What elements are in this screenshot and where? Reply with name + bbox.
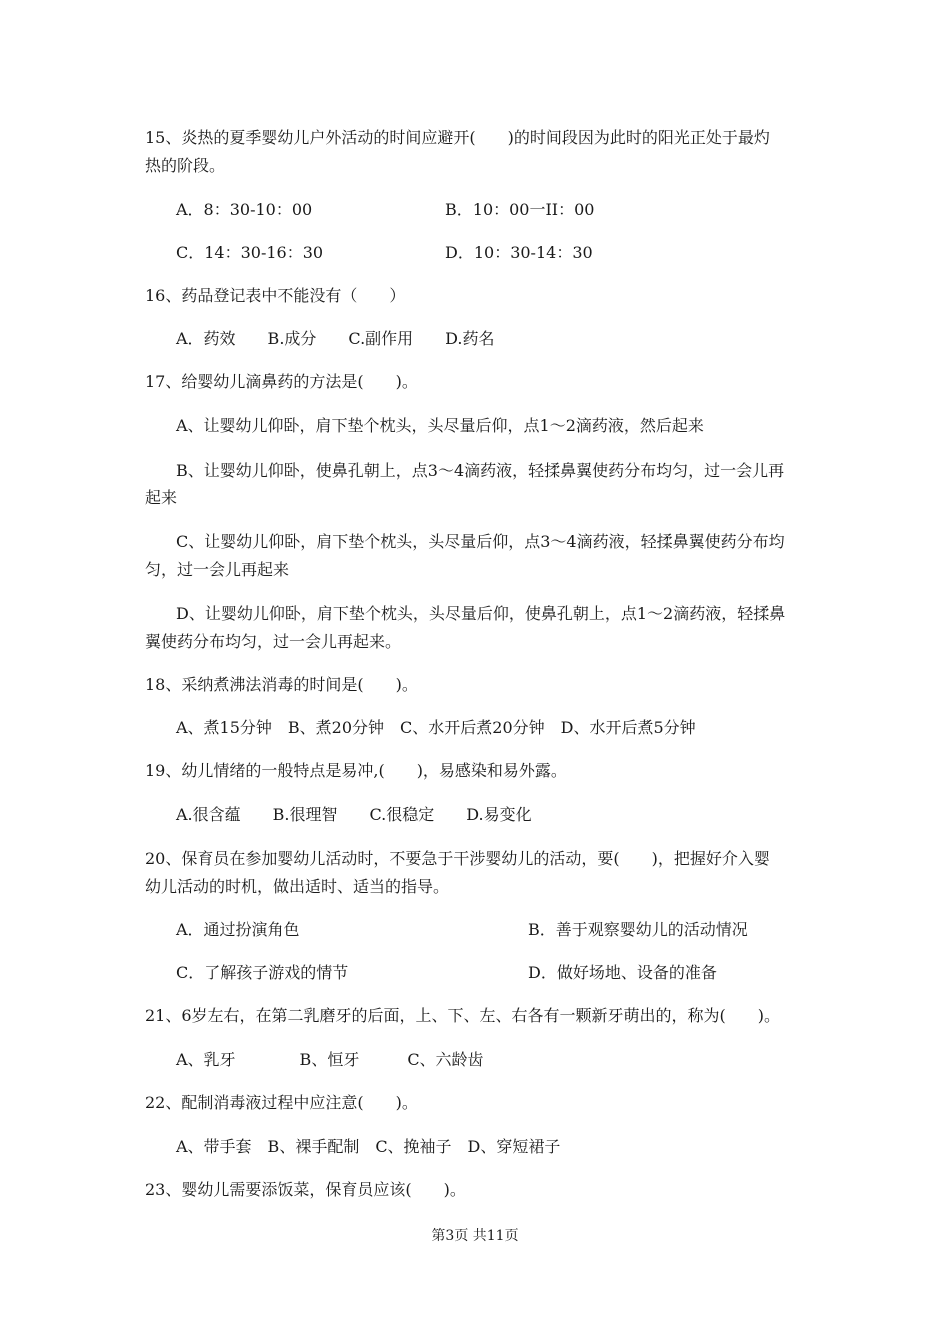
question-18-options: A、煮15分钟 B、煮20分钟 C、水开后煮20分钟 D、水开后煮5分钟 <box>176 718 696 737</box>
question-22-stem: 22、配制消毒液过程中应注意( )。 <box>145 1093 418 1112</box>
question-17-stem: 17、给婴幼儿滴鼻药的方法是( )。 <box>145 372 418 391</box>
question-15-option-d: D．10：30-14：30 <box>445 243 593 262</box>
question-15-option-c: C．14：30-16：30 <box>176 243 324 262</box>
question-20-option-a: A．通过扮演角色 <box>176 920 300 939</box>
question-19-options: A.很含蕴 B.很理智 C.很稳定 D.易变化 <box>176 805 532 824</box>
question-20-option-c: C．了解孩子游戏的情节 <box>176 963 349 982</box>
question-21-options: A、乳牙 B、恒牙 C、六龄齿 <box>176 1050 484 1069</box>
question-17-option-b-line-1: B、让婴幼儿仰卧，使鼻孔朝上，点3～4滴药液，轻揉鼻翼使药分布均匀，过一会儿再 <box>176 461 785 480</box>
question-20-stem-line-1: 20、保育员在参加婴幼儿活动时，不要急于干涉婴幼儿的活动，要( )，把握好介入婴 <box>145 849 770 868</box>
question-22-options: A、带手套 B、裸手配制 C、挽袖子 D、穿短裙子 <box>176 1137 561 1156</box>
question-23-stem: 23、婴幼儿需要添饭菜，保育员应该( )。 <box>145 1180 466 1199</box>
question-16-options: A．药效 B.成分 C.副作用 D.药名 <box>176 329 495 348</box>
question-20-option-b: B．善于观察婴幼儿的活动情况 <box>528 920 748 939</box>
question-17-option-c-line-2: 匀，过一会儿再起来 <box>145 560 290 579</box>
question-17-option-d-line-1: D、让婴幼儿仰卧，肩下垫个枕头，头尽量后仰，使鼻孔朝上，点1～2滴药液，轻揉鼻 <box>176 604 786 623</box>
question-19-stem: 19、幼儿情绪的一般特点是易冲,( )，易感染和易外露。 <box>145 761 567 780</box>
question-15-option-a: A．8：30-10：00 <box>176 200 313 219</box>
question-17-option-d-line-2: 翼使药分布均匀，过一会儿再起来。 <box>145 632 402 651</box>
question-18-stem: 18、采纳煮沸法消毒的时间是( )。 <box>145 675 418 694</box>
question-15-option-b: B．10：00一II：00 <box>445 200 595 219</box>
page-footer: 第3页 共11页 <box>431 1228 519 1244</box>
question-17-option-b-line-2: 起来 <box>145 488 178 507</box>
question-15-stem-line-2: 热的阶段。 <box>145 156 226 175</box>
question-20-option-d: D．做好场地、设备的准备 <box>528 963 717 982</box>
question-16-stem: 16、药品登记表中不能没有（ ） <box>145 286 406 305</box>
question-17-option-a: A、让婴幼儿仰卧，肩下垫个枕头，头尽量后仰，点1～2滴药液，然后起来 <box>176 416 704 435</box>
question-15-stem-line-1: 15、炎热的夏季婴幼儿户外活动的时间应避开( )的时间段因为此时的阳光正处于最灼 <box>145 128 770 147</box>
question-17-option-c-line-1: C、让婴幼儿仰卧，肩下垫个枕头，头尽量后仰，点3～4滴药液，轻揉鼻翼使药分布均 <box>176 532 785 551</box>
question-20-stem-line-2: 幼儿活动的时机，做出适时、适当的指导。 <box>145 877 450 896</box>
question-21-stem: 21、6岁左右，在第二乳磨牙的后面，上、下、左、右各有一颗新牙萌出的，称为( )。 <box>145 1006 781 1025</box>
